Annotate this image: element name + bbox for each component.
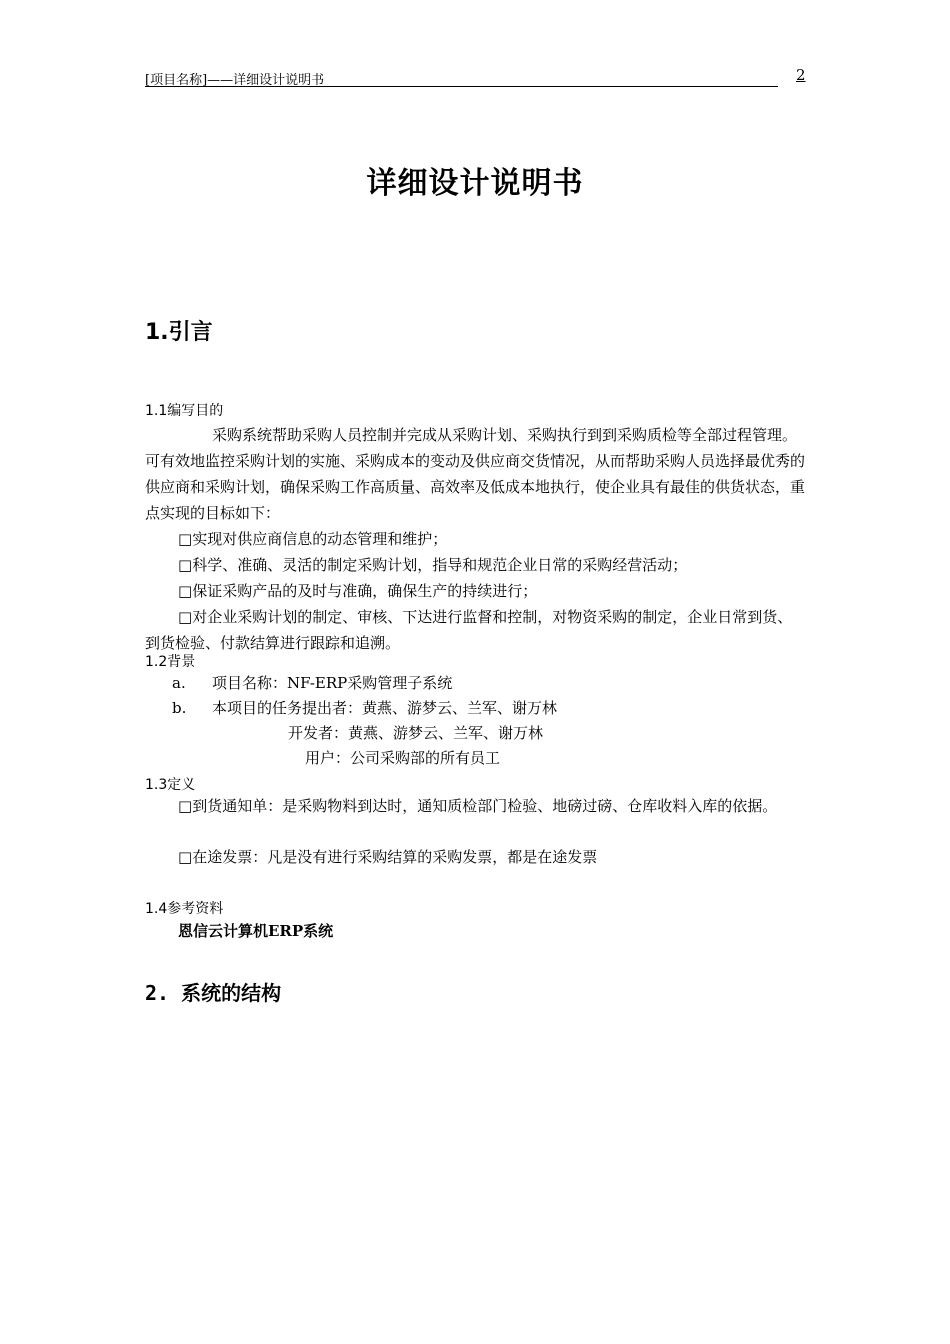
- background-item-marker: a.: [172, 674, 186, 692]
- purpose-paragraph: 采购系统帮助采购人员控制并完成从采购计划、采购执行到到采购质检等全部过程管理。可有效地监控采购计划的实施、采购成本的变动及供应商交货情况，从而帮助采购人员选择最优秀的供应商和采购计划，确保采购工作高质量、高效率及低成本地执行，使企业具有最佳的供货状态，重点实现的目标如下：: [145, 426, 806, 522]
- reference-item: 恩信云计算机ERP系统: [178, 922, 334, 940]
- section-2-heading: 2. 系统的结构: [145, 981, 282, 1005]
- background-item-project-name: 项目名称：NF-ERP采购管理子系统: [212, 674, 453, 692]
- goal-item: □ 科学、准确、灵活的制定采购计划，指导和规范企业日常的采购经营活动；: [178, 552, 687, 578]
- definition-item: □ 到货通知单：是采购物料到达时，通知质检部门检验、地磅过磅、仓库收料入库的依据。: [145, 793, 807, 819]
- goal-item: □ 实现对供应商信息的动态管理和维护；: [178, 526, 447, 552]
- document-title: 详细设计说明书: [366, 166, 584, 201]
- section-1-3-heading: 1.3定义: [145, 777, 196, 793]
- page-number: 2: [796, 66, 806, 84]
- section-1-1-heading: 1.1编写目的: [145, 403, 224, 419]
- background-item-marker: b.: [172, 699, 187, 717]
- header-text: [项目名称]——详细设计说明书: [145, 73, 325, 88]
- page-header: [145, 66, 778, 87]
- goal-item: □ 保证采购产品的及时与准确，确保生产的持续进行；: [178, 578, 537, 604]
- goal-item: □ 对企业采购计划的制定、审核、下达进行监督和控制，对物资采购的制定，企业日常到货、到货检验、付款结算进行跟踪和追溯。: [145, 604, 807, 656]
- section-1-heading: 1.引言: [145, 320, 213, 345]
- section-1-4-heading: 1.4参考资料: [145, 901, 224, 917]
- background-item-proposers: 本项目的任务提出者：黄燕、游梦云、兰军、谢万林: [212, 699, 558, 717]
- background-developers: 开发者：黄燕、游梦云、兰军、谢万林: [288, 724, 544, 742]
- background-users: 用户：公司采购部的所有员工: [305, 749, 501, 767]
- definition-item: □ 在途发票：凡是没有进行采购结算的采购发票，都是在途发票: [178, 844, 597, 870]
- section-1-2-heading: 1.2背景: [145, 654, 196, 670]
